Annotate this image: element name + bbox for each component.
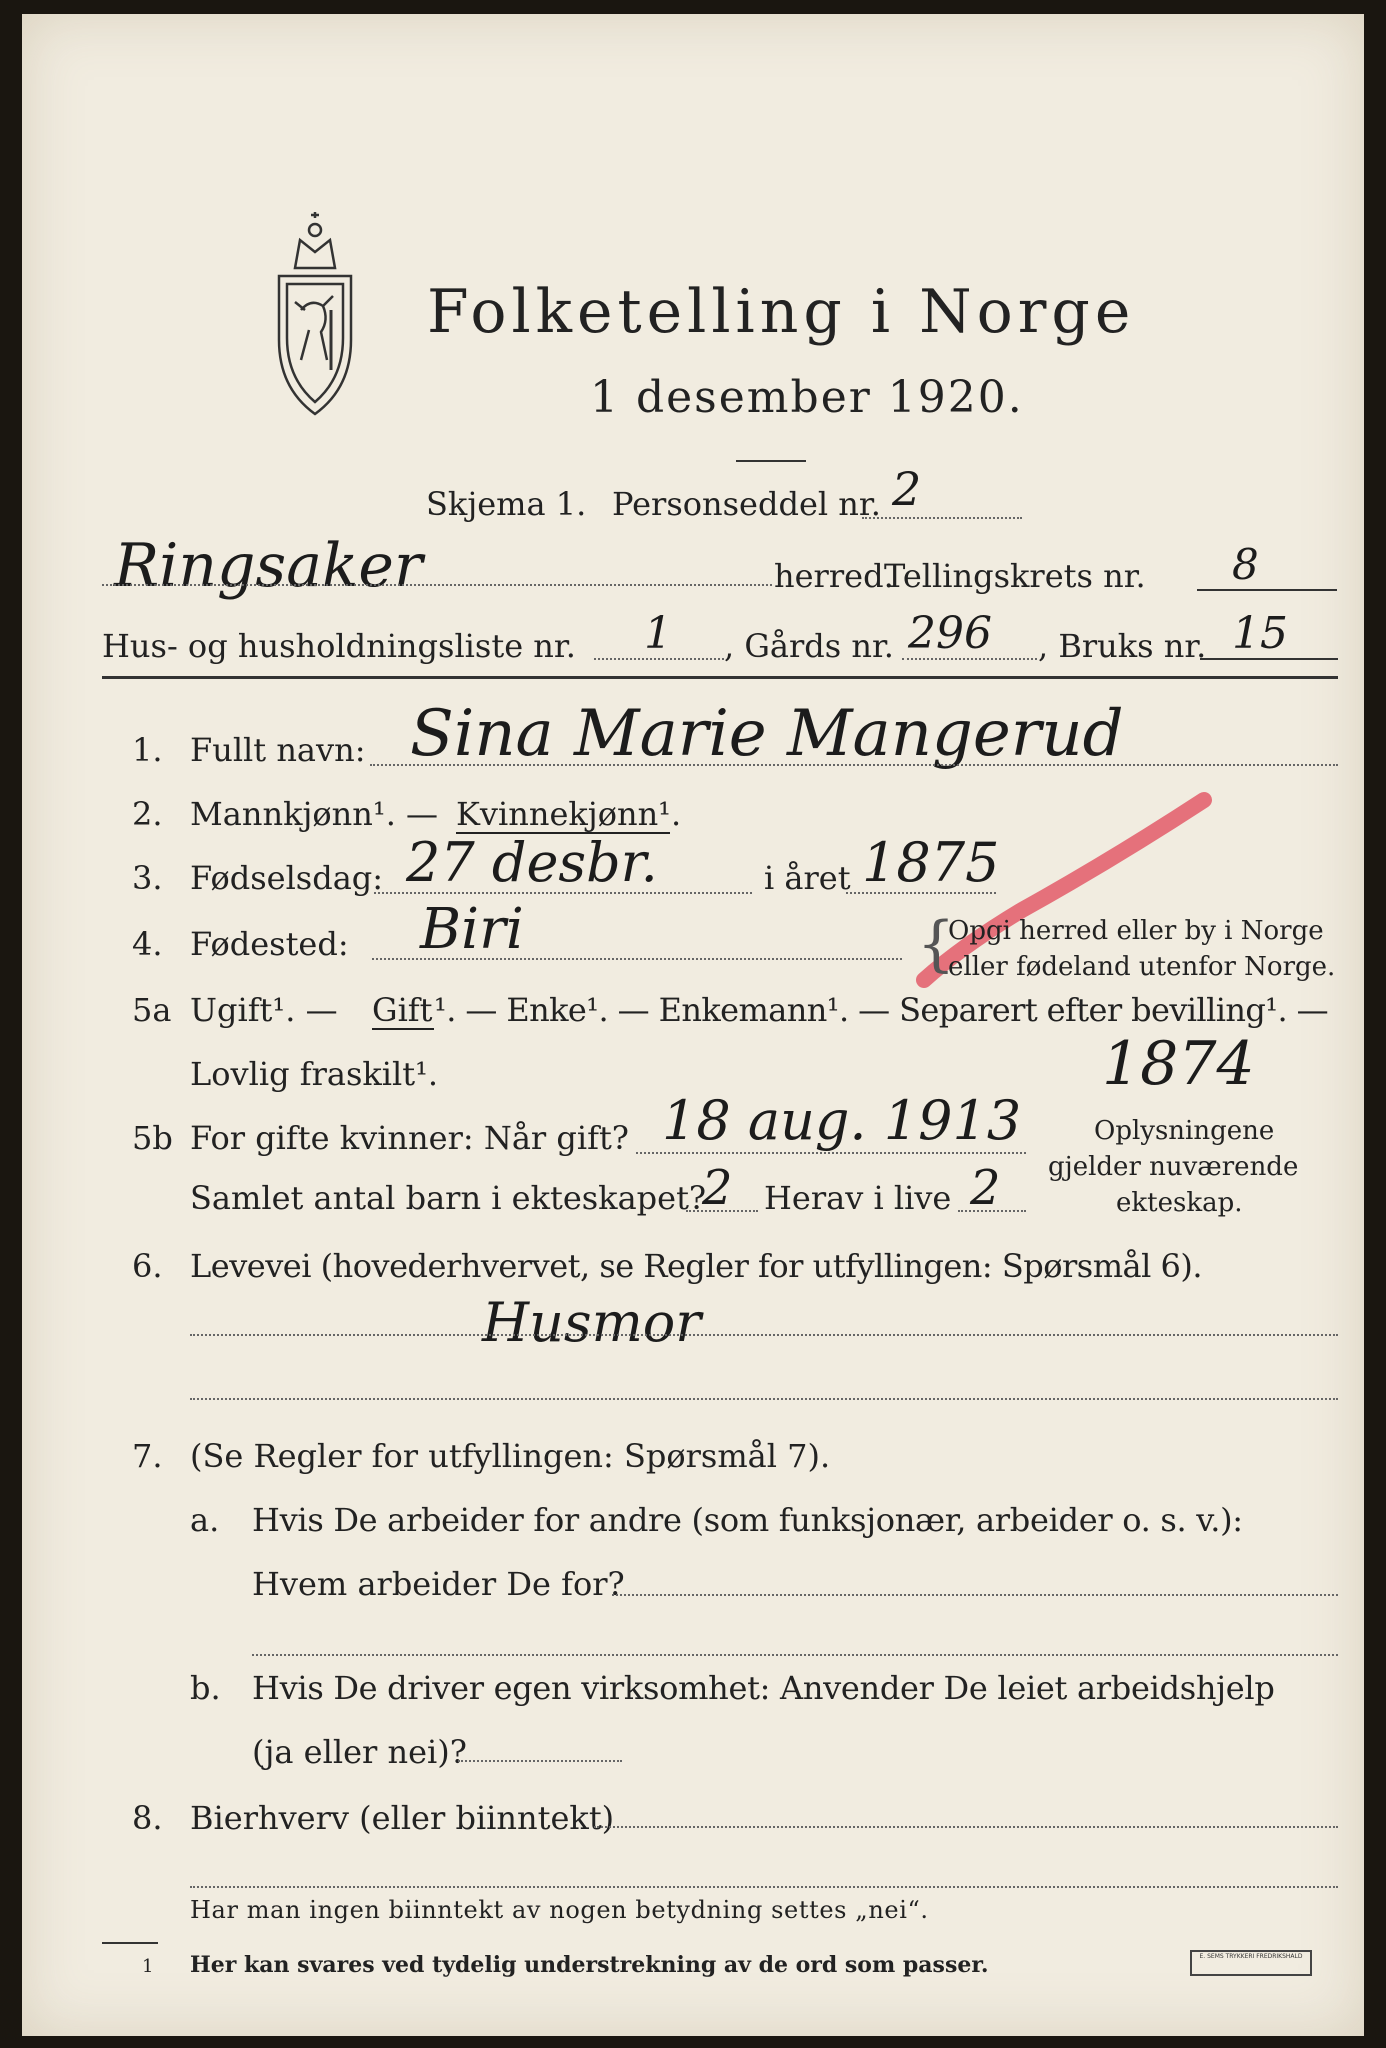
q8-number: 8. [132, 1799, 163, 1837]
birth-year-line [846, 892, 996, 894]
herred-line [102, 584, 772, 586]
herred-value[interactable]: Ringsaker [114, 531, 423, 601]
gards-line [902, 658, 1037, 660]
q8-note: Har man ingen biinntekt av nogen betydning settes „nei“. [190, 1896, 929, 1924]
q7a-number: a. [190, 1501, 220, 1539]
sex-male-option[interactable]: Mannkjønn¹. — [190, 795, 439, 833]
q7b-line2: (ja eller nei)? [252, 1733, 467, 1771]
occupation-line-2 [190, 1398, 1338, 1400]
tellingskrets-label: Tellingskrets nr. [884, 557, 1146, 595]
q4-brace: { [917, 909, 956, 979]
printer-stamp [1190, 1950, 1312, 1976]
q5b-note-line1: Oplysningene [1094, 1116, 1275, 1146]
married-date-value[interactable]: 18 aug. 1913 [662, 1089, 1022, 1152]
gards-label: , Gårds nr. [724, 627, 894, 665]
schema-label: Skjema 1. [426, 485, 587, 523]
alive-value[interactable]: 2 [970, 1160, 1001, 1216]
footnote-divider [102, 1942, 158, 1944]
q5a-number: 5a [132, 991, 172, 1029]
bruks-value[interactable]: 15 [1232, 608, 1288, 659]
q7-number: 7. [132, 1437, 163, 1475]
birthplace-note-line1: Opgi herred eller by i Norge [948, 916, 1324, 946]
margin-year-note: 1874 [1102, 1029, 1255, 1099]
personseddel-label: Personseddel nr. [612, 485, 881, 523]
bruks-line [1200, 658, 1338, 660]
married-date-line [636, 1152, 1026, 1154]
birth-day-value[interactable]: 27 desbr. [406, 831, 658, 894]
birthplace-line [372, 958, 902, 960]
side-income-line-2 [190, 1886, 1338, 1888]
marital-unmarried-option[interactable]: Ugift¹. — [190, 991, 338, 1029]
herred-label: herred. [774, 557, 894, 595]
alive-line [958, 1210, 1026, 1212]
birth-year-label: i året [764, 859, 851, 897]
census-form-sheet [22, 14, 1364, 2036]
sex-female-option[interactable]: Kvinnekjønn¹. [456, 795, 682, 833]
birthplace-note-line2: eller fødeland utenfor Norge. [948, 952, 1336, 982]
q7a-line1: Hvis De arbeider for andre (som funksjonær, arbeider o. s. v.): [252, 1501, 1243, 1539]
q1-label: Fullt navn: [190, 731, 366, 769]
q5b-note-line3: ekteskap. [1116, 1188, 1243, 1218]
q7-label: (Se Regler for utfyllingen: Spørsmål 7). [190, 1437, 831, 1475]
full-name-value[interactable]: Sina Marie Mangerud [410, 697, 1124, 771]
footnote-text: Her kan svares ved tydelig understrekning av de ord som passer. [190, 1952, 989, 1978]
q3-number: 3. [132, 859, 163, 897]
personseddel-value[interactable]: 2 [892, 462, 922, 516]
employer-line-2 [252, 1654, 1338, 1656]
employer-line [612, 1594, 1338, 1596]
marital-married-underline [372, 1028, 434, 1030]
tellingskrets-line [1197, 589, 1337, 591]
occupation-value[interactable]: Husmor [482, 1291, 702, 1354]
occupation-line [190, 1334, 1338, 1336]
q7b-number: b. [190, 1669, 221, 1707]
q5b-note-line2: gjelder nuværende [1048, 1152, 1299, 1182]
coat-of-arms-icon [265, 210, 365, 420]
q3-label: Fødselsdag: [190, 859, 384, 897]
birthplace-value[interactable]: Biri [420, 897, 524, 962]
q7a-line2: Hvem arbeider De for? [252, 1565, 625, 1603]
full-name-line [370, 764, 1338, 766]
q5b-number: 5b [132, 1119, 173, 1157]
birth-year-value[interactable]: 1875 [862, 831, 1000, 894]
alive-label: Herav i live [764, 1179, 952, 1217]
children-label: Samlet antal barn i ekteskapet? [190, 1179, 707, 1217]
q2-number: 2. [132, 795, 163, 833]
marital-other-options[interactable]: ¹. — Enke¹. — Enkemann¹. — Separert efter bevilling¹. — [434, 991, 1329, 1029]
bruks-label: , Bruks nr. [1038, 627, 1207, 665]
q6-label: Levevei (hovederhvervet, se Regler for utfyllingen: Spørsmål 6). [190, 1247, 1203, 1285]
footnote-number: 1 [142, 1956, 154, 1977]
husliste-label: Hus- og husholdningsliste nr. [102, 627, 576, 665]
tellingskrets-value[interactable]: 8 [1232, 540, 1259, 589]
q7b-line1: Hvis De driver egen virksomhet: Anvender De leiet arbeidshjelp [252, 1669, 1275, 1707]
husliste-value[interactable]: 1 [644, 608, 672, 659]
marital-divorced-option[interactable]: Lovlig fraskilt¹. [190, 1055, 439, 1093]
marital-married-option[interactable]: Gift [372, 991, 433, 1029]
q8-label: Bierhverv (eller biinntekt) [190, 1799, 615, 1837]
side-income-line [594, 1826, 1338, 1828]
printer-stamp-text: E. SEMS TRYKKERI FREDRIKSHALD [1199, 1953, 1303, 1960]
gards-value[interactable]: 296 [908, 608, 992, 659]
husliste-line [594, 658, 724, 660]
birth-day-line [374, 892, 752, 894]
personseddel-line [862, 517, 1022, 519]
title-divider [736, 460, 806, 462]
q4-number: 4. [132, 925, 163, 963]
form-date: 1 desember 1920. [590, 372, 1024, 423]
form-title: Folketelling i Norge [427, 277, 1136, 347]
children-value[interactable]: 2 [702, 1160, 733, 1216]
section-divider [102, 676, 1338, 679]
q4-label: Fødested: [190, 925, 349, 963]
children-line [686, 1210, 758, 1212]
married-date-label: For gifte kvinner: Når gift? [190, 1119, 629, 1157]
q6-number: 6. [132, 1247, 163, 1285]
hired-help-line [458, 1760, 622, 1762]
q1-number: 1. [132, 731, 163, 769]
